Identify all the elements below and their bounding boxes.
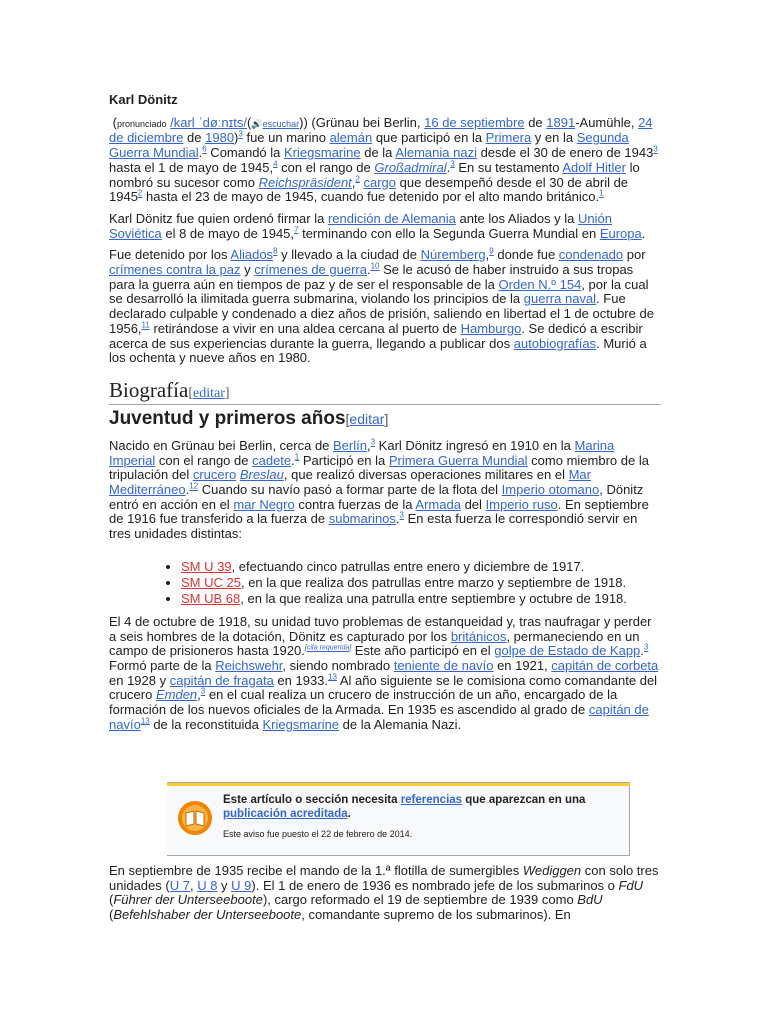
ref[interactable]: 11 [141,320,150,330]
link[interactable]: Kriegsmarine [262,716,340,732]
ref[interactable]: 3 [643,642,649,652]
link[interactable]: Mar Mediterráneo [109,467,591,498]
link[interactable]: Adolf Hitler [562,159,626,175]
references-link[interactable]: referencias [400,794,463,806]
ref[interactable]: 13 [140,716,150,726]
ref[interactable]: 3 [399,511,404,521]
link[interactable]: crímenes contra la paz [109,262,241,278]
book-icon [177,800,213,836]
link[interactable]: 1891 [546,114,576,130]
ref[interactable]: 8 [273,247,278,256]
article-body [109,93,661,733]
section-heading-biografia: Biografía[editar] [109,378,661,405]
ref[interactable]: 13 [328,672,337,682]
citation-needed-link[interactable]: cita requerida [306,644,350,652]
link[interactable]: capitán de fragata [169,672,274,688]
link[interactable]: U 8 [197,877,218,893]
link[interactable]: mar Negro [233,496,295,512]
link[interactable]: Unión Soviética [109,210,612,241]
ref[interactable]: 3 [238,130,243,140]
link[interactable]: SM UC 25 [181,574,241,590]
link[interactable]: Kriegsmarine [284,145,361,161]
link[interactable]: Imperio ruso [485,496,558,512]
ref[interactable]: 4 [273,159,278,169]
list-item: • SM U 39, efectuando cinco patrullas entre enero y diciembre de 1917. [181,559,661,575]
link[interactable]: U 9 [231,877,252,893]
link[interactable]: Emden [155,687,198,703]
pronunciation-label: pronunciado [116,118,167,129]
link[interactable]: 16 de septiembre [424,114,525,130]
link[interactable]: Alemania nazi [395,145,477,161]
link[interactable]: SM U 39 [181,558,232,574]
link[interactable]: autobiografías [513,335,597,351]
link[interactable]: Hamburgo [460,320,522,336]
link[interactable]: rendición de Alemania [327,210,456,226]
link[interactable]: U 7 [169,877,190,893]
link[interactable]: Orden N.º 154 [498,276,582,292]
link[interactable]: capitán de corbeta [551,657,659,673]
paragraph: Fue detenido por los Aliados$^8$ y llevado a la ciudad de Núremberg,$^9$ donde fue condenado por crímenes contra la paz y crímenes de guerra.$^{10}$ Se le acusó de haber instruido a sus tropas para la guerra aún en tiempos de paz y de ser el responsable de la Orden N.º 154, por la cual se desarrolló la ilimitada guerra submarina, violando los principios de la guerra naval. Fue declarado culpable y condenado a diez años de prisión, saliendo en libertad el 1 de octubre de 1956,11 retirándose a vivir en una aldea cercana al puerto de Hamburgo. Se dedicó a escribir acerca de sus experiencias durante la guerra, llegando a publicar dos autobiografías. Murió a los ochenta y nueve años en 1980. [109,247,654,366]
link[interactable]: Marina Imperial [109,437,615,468]
link[interactable]: Primera [485,130,532,146]
link[interactable]: 1980 [205,130,235,146]
link[interactable]: guerra naval [523,291,597,307]
paragraph: El 4 de octubre de 1918, su unidad tuvo problemas de estanqueidad y, tras naufragar y perder a seis hombres de la dotación, Dönitz es capturado por los británicos, permaneciendo en un campo de prisioneros hasta 1920.[cita requerida] Este año participó en el golpe de Estado de Kapp.$^3$ Formó parte de la Reichswehr, siendo nombrado teniente de navío en 1921, capitán de corbeta en 1928 y capitán de fragata en 1933.13 Al año siguiente se le comisiona como comandante del crucero Emden,$^3$ en el cual realiza un crucero de instrucción de un año, encargado de la formación de los nuevos oficiales de la Armada. En 1935 es ascendido al grado de capitán de navío$^{13}$ de la reconstituida Kriegsmarine de la Alemania Nazi. [109,613,659,732]
ref[interactable]: 3 [450,159,455,169]
notice-text: Este artículo o sección necesita referencias que aparezcan en una publicación acreditada. Este aviso fue puesto el 22 de febrero de 2014. [223,793,619,841]
ref[interactable]: 1 [294,452,300,462]
ref[interactable]: 7 [294,225,299,235]
link[interactable]: Armada [415,496,461,512]
link[interactable]: condenado [558,247,624,263]
submarine-list [109,559,661,607]
ref[interactable]: 3 [200,687,206,697]
link[interactable]: crímenes de guerra [254,262,367,278]
listen-link[interactable]: escuchar [262,118,300,129]
ref[interactable]: 10 [370,261,380,271]
link[interactable]: Segunda Guerra Mundial [109,130,629,161]
publication-link[interactable]: publicación acreditada [223,808,348,820]
article-body-continued [109,864,661,923]
references-notice [167,782,630,856]
article-title: Karl Dönitz [109,92,178,107]
ref[interactable]: 12 [189,481,199,491]
ipa-link[interactable]: /karl ˈdøːnɪts/ [170,114,248,130]
ref[interactable]: 3 [653,144,658,154]
link[interactable]: submarinos [328,511,396,527]
link[interactable]: Aliados [230,247,274,263]
link[interactable]: capitán de navío [109,702,649,732]
link[interactable]: Europa [599,225,642,241]
ref[interactable]: 2 [355,174,360,184]
link[interactable]: Breslau [239,467,284,483]
ref[interactable]: 6 [202,144,207,154]
link[interactable]: teniente de navío [393,657,494,673]
paragraph: Karl Dönitz fue quien ordenó firmar la rendición de Alemania ante los Aliados y la Unión Soviética el 8 de mayo de 1945,$^7$ terminando con ello la Segunda Guerra Mundial en Europa. [109,210,646,241]
intro-paragraph: (pronunciado /karl ˈdøːnɪts/(🔊escuchar)) (Grünau bei Berlin, 16 de septiembre de 1891-Aumühle, 24 de diciembre de 1980)$^3$ fue un marino alemán que participó en la Primera y en la Segunda Guerra Mundial.$^6$ Comandó la Kriegsmarine de la Alemania nazi desde el 30 de enero de 1943$^3$ hasta el 1 de mayo de 1945,$^4$ con el rango de Großadmiral.$^3$ En su testamento Adolf Hitler lo nombró su sucesor como Reichspräsident,$^2$ cargo que desempeñó desde el 30 de abril de 1945$^2$ hasta el 23 de mayo de 1945, cuando fue detenido por el alto mando británico.$^1$ [109,114,658,205]
link[interactable]: golpe de Estado de Kapp [494,643,641,659]
link[interactable]: Primera Guerra Mundial [388,452,528,468]
section-heading-juventud: Juventud y primeros años[editar] [109,407,389,429]
ref[interactable]: 9 [489,247,494,256]
edit-link[interactable]: [editar] [345,410,389,427]
ref[interactable]: 2 [137,188,143,198]
ref[interactable]: 3 [370,437,376,447]
list-item: • SM UB 68, en la que realiza una patrulla entre septiembre y octubre de 1918. [181,591,661,607]
paragraph: Nacido en Grünau bei Berlin, cerca de Berlín,$^3$ Karl Dönitz ingresó en 1910 en la Marina Imperial con el rango de cadete.$^1$ Participó en la Primera Guerra Mundial como miembro de la tripulación del crucero Breslau, que realizó diversas operaciones militares en el Mar Mediterráneo.$^{12}$ Cuando su navío pasó a formar parte de la flota del Imperio otomano, Dönitz entró en acción en el mar Negro contra fuerzas de la Armada del Imperio ruso. En septiembre de 1916 fue transferido a la fuerza de submarinos.$^3$ En esta fuerza le correspondió servir en tres unidades distintas: [109,437,649,542]
edit-link[interactable]: [editar] [188,385,230,401]
link[interactable]: británicos [450,628,507,644]
notice-accent-bar [167,783,630,786]
link[interactable]: SM UB 68 [181,590,241,606]
link[interactable]: Großadmiral [374,159,447,175]
link[interactable]: cargo [363,174,397,190]
link[interactable]: alemán [329,130,373,146]
link[interactable]: crucero [192,467,237,483]
ref[interactable]: 1 [599,188,604,198]
list-item: • SM UC 25, en la que realiza dos patrullas entre marzo y septiembre de 1918. [181,575,661,591]
link[interactable]: Berlín [333,437,367,453]
speaker-icon[interactable]: 🔊 [251,118,263,129]
link[interactable]: Reichspräsident [258,174,352,190]
link[interactable]: Núremberg [420,247,486,263]
link[interactable]: 24 de diciembre [109,114,653,146]
link[interactable]: Imperio otomano [501,482,600,498]
link[interactable]: cadete [252,452,292,468]
paragraph: En septiembre de 1935 recibe el mando de la 1.ª flotilla de sumergibles Wediggen con solo tres unidades (U 7, U 8 y U 9). El 1 de enero de 1936 es nombrado jefe de los submarinos o FdU (Führer der Unterseeboote), cargo reformado el 19 de septiembre de 1939 como BdU (Befehlshaber der Unterseeboote, comandante supremo de los submarinos). En [109,863,659,923]
notice-date: Este aviso fue puesto el 22 de febrero de 2014. [223,829,413,839]
link[interactable]: Reichswehr [215,657,283,673]
